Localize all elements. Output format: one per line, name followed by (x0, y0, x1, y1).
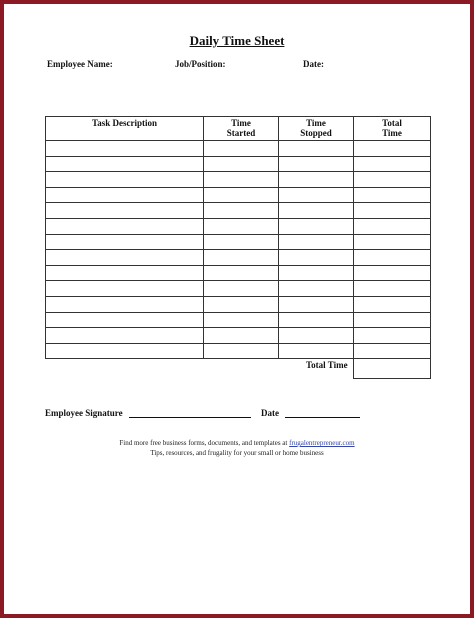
total-time-cell[interactable] (354, 172, 431, 188)
table-row (46, 156, 431, 172)
document-title: Daily Time Sheet (189, 33, 285, 48)
time-started-cell[interactable] (204, 250, 279, 266)
task-description-cell[interactable] (46, 312, 204, 328)
task-description-cell[interactable] (46, 281, 204, 297)
time-stopped-cell[interactable] (279, 141, 354, 157)
task-description-cell[interactable] (46, 250, 204, 266)
time-started-cell[interactable] (204, 312, 279, 328)
table-row (46, 312, 431, 328)
header-total-time (354, 117, 431, 141)
table-row (46, 187, 431, 203)
total-time-cell[interactable] (354, 218, 431, 234)
job-position-label: Job/Position: (175, 59, 226, 69)
time-started-cell[interactable] (204, 343, 279, 359)
footer-text: Find more free business forms, documents, and templates at (119, 439, 288, 447)
total-time-field[interactable] (353, 358, 431, 379)
table-header-row (46, 117, 431, 141)
total-time-cell[interactable] (354, 234, 431, 250)
table-row (46, 172, 431, 188)
total-time-cell[interactable] (354, 281, 431, 297)
header-total-time-line2: Time (382, 128, 402, 138)
time-started-cell[interactable] (204, 328, 279, 344)
time-stopped-cell[interactable] (279, 234, 354, 250)
table-row (46, 141, 431, 157)
footer-line-2: Tips, resources, and frugality for your small or home business (150, 449, 324, 457)
time-stopped-cell[interactable] (279, 312, 354, 328)
total-time-cell[interactable] (354, 203, 431, 219)
time-stopped-cell[interactable] (279, 203, 354, 219)
footer-line-1 (4, 439, 470, 447)
time-started-cell[interactable] (204, 281, 279, 297)
time-started-cell[interactable] (204, 296, 279, 312)
table-row (46, 218, 431, 234)
table-row (46, 265, 431, 281)
total-time-cell[interactable] (354, 250, 431, 266)
header-total-time-line1: Total (382, 118, 402, 128)
table-row (46, 328, 431, 344)
time-stopped-cell[interactable] (279, 265, 354, 281)
time-stopped-cell[interactable] (279, 328, 354, 344)
time-started-cell[interactable] (204, 156, 279, 172)
table-row (46, 250, 431, 266)
task-description-cell[interactable] (46, 203, 204, 219)
table-row (46, 281, 431, 297)
table-row (46, 234, 431, 250)
time-stopped-cell[interactable] (279, 172, 354, 188)
time-stopped-cell[interactable] (279, 218, 354, 234)
time-started-cell[interactable] (204, 234, 279, 250)
table-row (46, 343, 431, 359)
employee-name-label: Employee Name: (47, 59, 113, 69)
signature-date-label: Date (261, 408, 279, 418)
header-task-description (46, 117, 204, 141)
task-description-cell[interactable] (46, 218, 204, 234)
total-time-cell[interactable] (354, 312, 431, 328)
table-row (46, 296, 431, 312)
time-stopped-cell[interactable] (279, 281, 354, 297)
signature-date-line[interactable] (285, 417, 360, 418)
task-description-cell[interactable] (46, 343, 204, 359)
task-description-cell[interactable] (46, 234, 204, 250)
time-stopped-cell[interactable] (279, 343, 354, 359)
time-started-cell[interactable] (204, 187, 279, 203)
time-stopped-cell[interactable] (279, 296, 354, 312)
task-description-cell[interactable] (46, 265, 204, 281)
table-body (46, 141, 431, 359)
header-time-started-line2: Started (226, 128, 256, 138)
header-time-stopped (279, 117, 354, 141)
header-time-stopped-line2: Stopped (300, 128, 332, 138)
employee-signature-label: Employee Signature (45, 408, 123, 418)
time-started-cell[interactable] (204, 265, 279, 281)
task-description-cell[interactable] (46, 156, 204, 172)
total-time-label: Total Time (306, 360, 348, 370)
header-time-started-line1: Time (231, 118, 251, 128)
date-label: Date: (303, 59, 324, 69)
time-sheet-table (45, 116, 431, 359)
table-row (46, 203, 431, 219)
time-started-cell[interactable] (204, 141, 279, 157)
total-time-cell[interactable] (354, 141, 431, 157)
total-time-cell[interactable] (354, 156, 431, 172)
time-stopped-cell[interactable] (279, 156, 354, 172)
total-time-cell[interactable] (354, 328, 431, 344)
time-started-cell[interactable] (204, 172, 279, 188)
task-description-cell[interactable] (46, 141, 204, 157)
time-stopped-cell[interactable] (279, 187, 354, 203)
total-time-cell[interactable] (354, 343, 431, 359)
header-task-label: Task Description (92, 118, 157, 128)
footer-link[interactable]: frugalentrepreneur.com (289, 439, 355, 447)
task-description-cell[interactable] (46, 172, 204, 188)
task-description-cell[interactable] (46, 328, 204, 344)
time-stopped-cell[interactable] (279, 250, 354, 266)
employee-signature-line[interactable] (129, 417, 251, 418)
total-time-cell[interactable] (354, 187, 431, 203)
total-time-cell[interactable] (354, 265, 431, 281)
total-time-cell[interactable] (354, 296, 431, 312)
time-started-cell[interactable] (204, 218, 279, 234)
header-time-stopped-line1: Time (306, 118, 326, 128)
task-description-cell[interactable] (46, 187, 204, 203)
header-time-started (204, 117, 279, 141)
task-description-cell[interactable] (46, 296, 204, 312)
time-started-cell[interactable] (204, 203, 279, 219)
